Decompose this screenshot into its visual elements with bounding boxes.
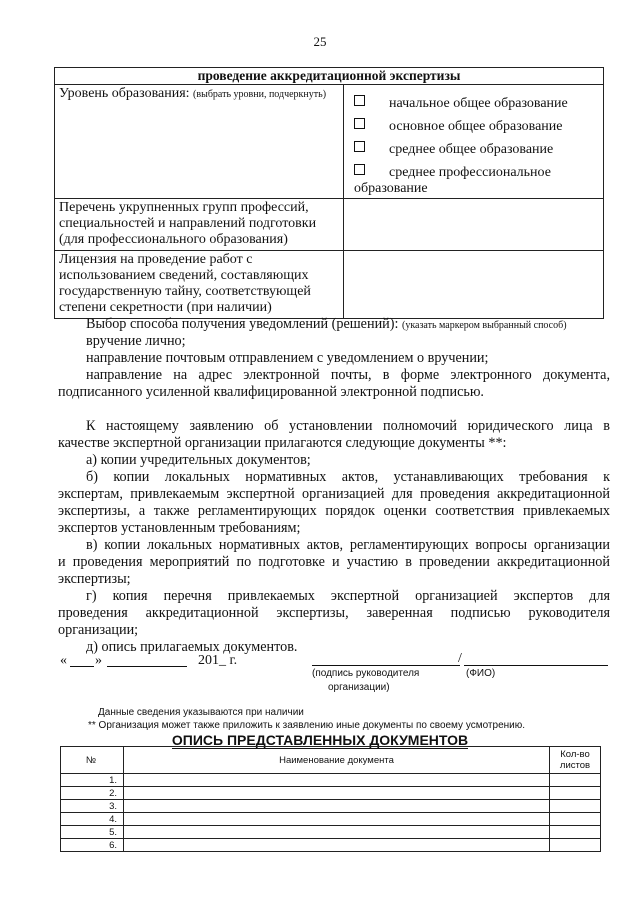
professions-cell (55, 199, 344, 251)
license-label-line: степени секретности (при наличии) (59, 300, 272, 315)
date-quote-open: « (60, 653, 67, 668)
sheet-count-cell[interactable] (550, 800, 601, 813)
option-vocational[interactable]: среднее профессиональное (354, 164, 599, 181)
table-row (61, 826, 601, 839)
notification-intro: Выбор способа получения уведомлений (решений): (указать маркером выбранный способ) (86, 316, 567, 332)
checkbox-icon[interactable] (354, 141, 365, 152)
column-header-number: № (61, 747, 124, 774)
attachment-item-b: б) копии локальных нормативных актов, устанавливающих требования к (86, 469, 610, 485)
document-name-cell[interactable] (124, 800, 550, 813)
notification-option-post[interactable]: направление почтовым отправлением с уведомлением о вручении; (86, 350, 489, 366)
attachment-item-v-line: экспертизы; (58, 571, 131, 587)
attachment-item-g: г) копия перечня привлекаемых экспертной организацией экспертов для (86, 588, 610, 604)
attachment-item-g-line: проведения аккредитационной экспертизы, заверенная подписью руководителя (58, 605, 610, 621)
table-row (61, 787, 601, 800)
document-name-cell[interactable] (124, 813, 550, 826)
attachments-intro-line: К настоящему заявлению об установлении полномочий юридического лица в (86, 418, 610, 434)
option-vocational-continuation: образование (354, 181, 428, 196)
footnote-2: ** Организация может также приложить к заявлению иные документы по своему усмотрению. (88, 720, 526, 731)
license-value-cell[interactable] (344, 251, 604, 319)
notification-intro-note: (указать маркером выбранный способ) (401, 320, 567, 331)
attachment-item-d: д) опись прилагаемых документов. (86, 639, 298, 655)
education-level-cell (55, 85, 344, 199)
date-day-field[interactable] (70, 666, 94, 667)
education-level-note: (выбрать уровни, подчеркнуть) (193, 89, 327, 100)
notification-option-personal[interactable]: вручение лично; (86, 333, 186, 349)
row-number: 3. (61, 800, 124, 813)
professions-label-line: (для профессионального образования) (59, 232, 288, 247)
row-number: 2. (61, 787, 124, 800)
signature-caption-line-2: организации) (328, 682, 390, 693)
sheet-count-cell[interactable] (550, 787, 601, 800)
license-label-line: использованием сведений, составляющих (59, 268, 309, 283)
attachment-item-b-line: экспертизы, а также регламентирующих порядок оценки соответствия привлекаемых (58, 503, 610, 519)
inventory-table (60, 746, 601, 852)
date-year: 201_ г. (198, 653, 238, 668)
accreditation-table-header: проведение аккредитационной экспертизы (55, 68, 604, 85)
attachment-item-b-line: экспертам, привлекаемым экспертной организацией для проведения аккредитационной (58, 486, 610, 502)
row-number: 5. (61, 826, 124, 839)
attachments-intro-line: качестве экспертной организации прилагаются следующие документы **: (58, 435, 507, 451)
license-label-line: государственную тайну, соответствующей (59, 284, 311, 299)
sheet-count-cell[interactable] (550, 774, 601, 787)
page-number: 25 (313, 34, 327, 49)
signature-field[interactable] (312, 665, 460, 666)
date-quote-close: » (95, 653, 102, 668)
document-name-cell[interactable] (124, 826, 550, 839)
table-row (61, 813, 601, 826)
attachment-item-v: в) копии локальных нормативных актов, регламентирующих вопросы организации (86, 537, 610, 553)
sheet-count-cell[interactable] (550, 839, 601, 852)
professions-value-cell[interactable] (344, 199, 604, 251)
attachment-item-v-line: и проведения мероприятий по подготовке и участию в проведении аккредитационной (58, 554, 610, 570)
accreditation-table (54, 67, 604, 319)
table-row (61, 774, 601, 787)
table-row (61, 839, 601, 852)
option-secondary[interactable]: среднее общее образование (354, 141, 599, 158)
license-cell (55, 251, 344, 319)
row-number: 6. (61, 839, 124, 852)
license-label-line: Лицензия на проведение работ с (59, 252, 253, 267)
column-header-document-name: Наименование документа (124, 747, 550, 774)
date-month-field[interactable] (107, 666, 187, 667)
option-basic[interactable]: основное общее образование (354, 118, 599, 135)
professions-label-line: Перечень укрупненных групп профессий, (59, 200, 309, 215)
footnote-1: Данные сведения указываются при наличии (98, 707, 304, 718)
option-primary[interactable]: начальное общее образование (354, 95, 599, 112)
column-header-sheet-count: Кол-во листов (550, 747, 601, 774)
sheet-count-cell[interactable] (550, 813, 601, 826)
document-name-cell[interactable] (124, 787, 550, 800)
full-name-field[interactable] (464, 665, 608, 666)
signature-caption: (подпись руководителя (312, 668, 420, 679)
name-caption: (ФИО) (466, 668, 496, 679)
notification-option-email-line: подписанного усиленной квалифицированной электронной подписью. (58, 384, 484, 400)
education-level-label: Уровень образования: (59, 86, 190, 101)
attachment-item-b-line: экспертов установленным требованиям; (58, 520, 301, 536)
checkbox-icon[interactable] (354, 118, 365, 129)
document-name-cell[interactable] (124, 774, 550, 787)
signature-slash: / (458, 651, 462, 666)
education-level-options (344, 85, 604, 199)
checkbox-icon[interactable] (354, 95, 365, 106)
attachment-item-g-line: организации; (58, 622, 139, 638)
table-row (61, 800, 601, 813)
row-number: 1. (61, 774, 124, 787)
document-name-cell[interactable] (124, 839, 550, 852)
notification-option-email-line[interactable]: направление на адрес электронной почты, в форме электронного документа, (86, 367, 610, 383)
attachment-item-a: а) копии учредительных документов; (86, 452, 311, 468)
row-number: 4. (61, 813, 124, 826)
checkbox-icon[interactable] (354, 164, 365, 175)
professions-label-line: специальностей и направлений подготовки (59, 216, 317, 231)
inventory-title: ОПИСЬ ПРЕДСТАВЛЕННЫХ ДОКУМЕНТОВ (171, 732, 469, 748)
sheet-count-cell[interactable] (550, 826, 601, 839)
